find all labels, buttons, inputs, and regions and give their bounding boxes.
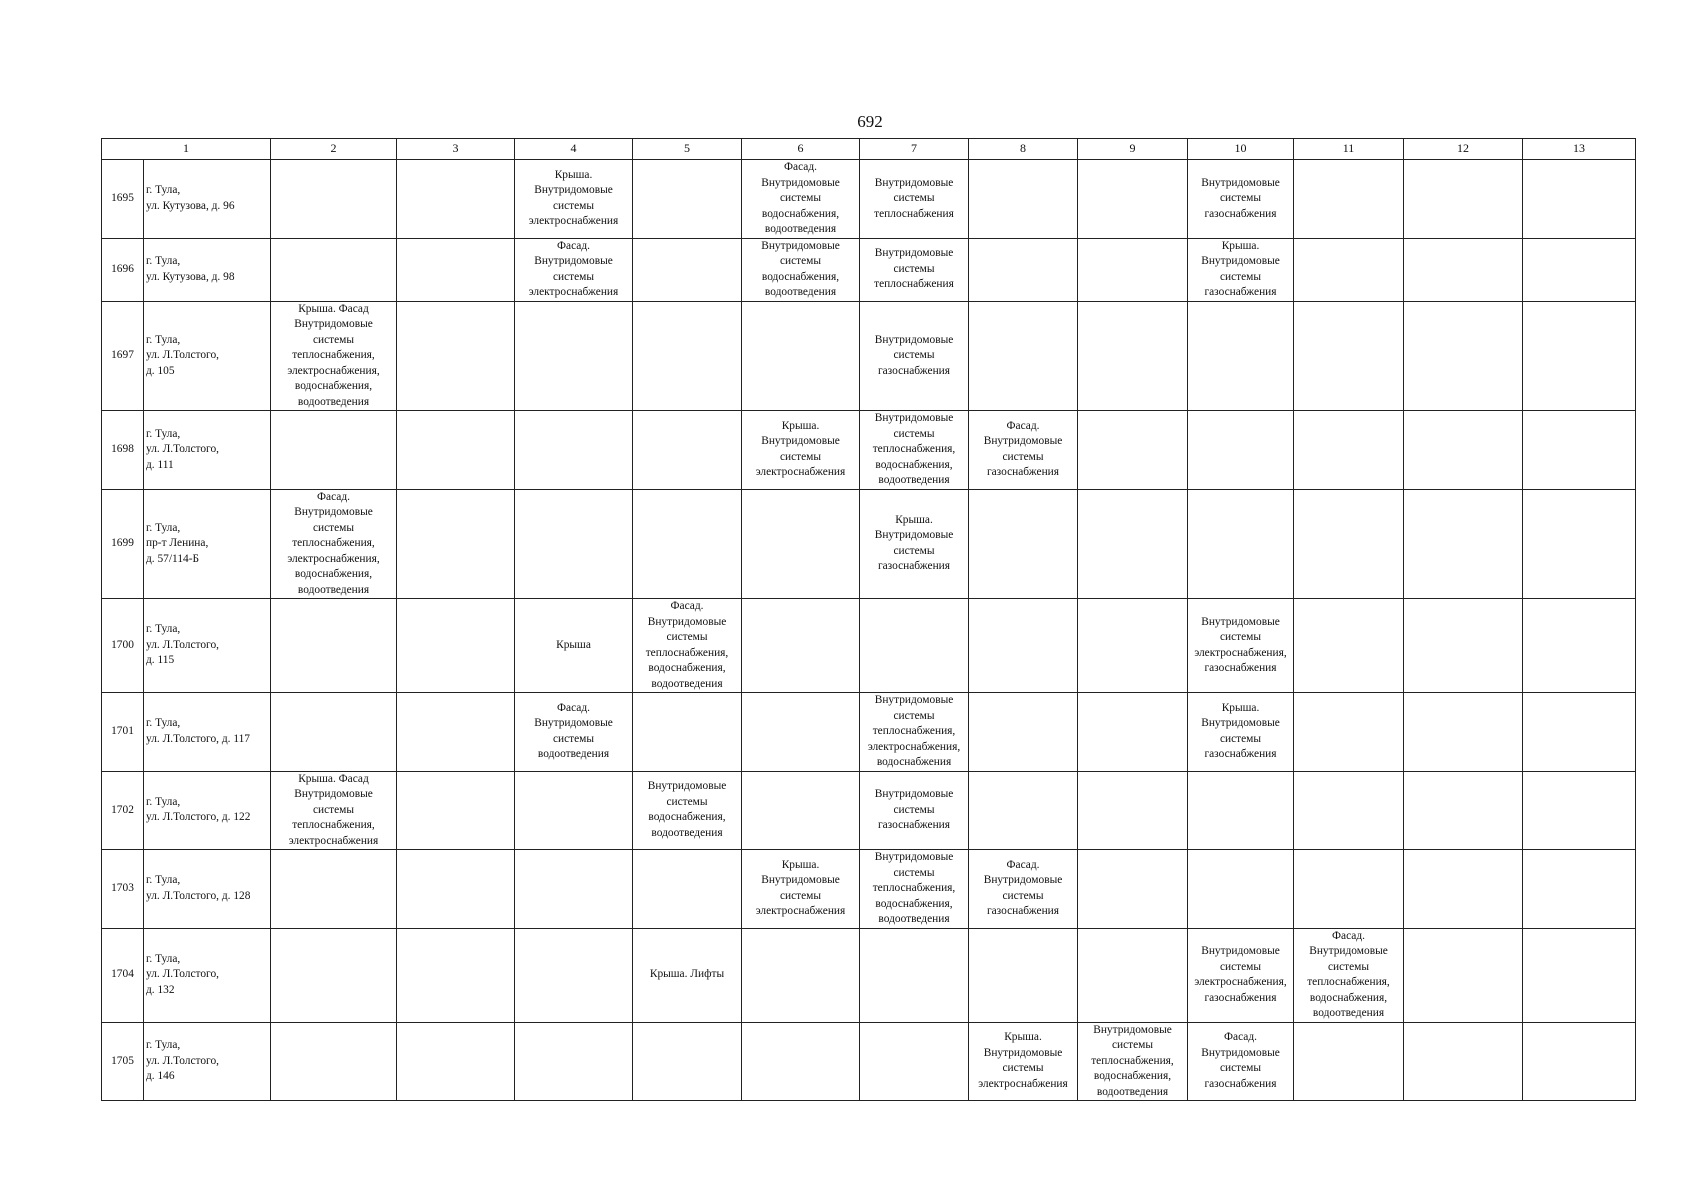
work-text: Фасад. Внутридомовые системы водоотведения xyxy=(534,701,613,761)
work-cell-col-9 xyxy=(1078,238,1188,301)
work-cell-col-6 xyxy=(742,411,860,490)
work-cell-col-5 xyxy=(633,928,742,1022)
work-cell-col-10 xyxy=(1188,599,1294,693)
work-cell-col-4 xyxy=(515,411,633,490)
row-number: 1699 xyxy=(102,489,144,599)
address-text: г. Тула, ул. Кутузова, д. 98 xyxy=(146,255,235,283)
table-row xyxy=(102,850,1636,929)
column-header-1: 1 xyxy=(102,139,271,160)
work-cell-col-7 xyxy=(860,411,969,490)
work-cell-col-8 xyxy=(969,771,1078,850)
work-cell-col-4 xyxy=(515,160,633,239)
table-row xyxy=(102,301,1636,411)
row-number: 1700 xyxy=(102,599,144,693)
work-cell-col-13 xyxy=(1523,160,1636,239)
work-cell-col-13 xyxy=(1523,928,1636,1022)
row-number: 1705 xyxy=(102,1022,144,1101)
work-cell-col-13 xyxy=(1523,693,1636,772)
work-cell-col-12 xyxy=(1404,160,1523,239)
work-text: Крыша. Внутридомовые системы электроснабжения xyxy=(528,168,619,228)
work-text: Крыша. Внутридомовые системы газоснабжения xyxy=(1201,239,1280,298)
work-text: Внутридомовые системы теплоснабжения xyxy=(874,176,954,220)
work-cell-col-7 xyxy=(860,771,969,850)
work-cell-col-11 xyxy=(1294,301,1404,411)
work-text: Фасад. Внутридомовые системы газоснабжения xyxy=(983,858,1063,918)
work-cell-col-9 xyxy=(1078,489,1188,599)
work-cell-col-12 xyxy=(1404,771,1523,850)
work-text: Крыша. Внутридомовые системы электроснабжения xyxy=(755,419,846,479)
work-cell-col-10 xyxy=(1188,1022,1294,1101)
work-cell-col-3 xyxy=(397,850,515,929)
work-cell-col-13 xyxy=(1523,301,1636,411)
work-cell-col-8 xyxy=(969,850,1078,929)
work-cell-col-7 xyxy=(860,928,969,1022)
address-cell xyxy=(144,771,271,850)
work-cell-col-4 xyxy=(515,599,633,693)
address-cell xyxy=(144,411,271,490)
work-text: Фасад. Внутридомовые системы водоснабжения, водоотведения xyxy=(761,161,840,235)
column-header-7: 7 xyxy=(860,139,969,160)
table-row xyxy=(102,928,1636,1022)
work-text: Внутридомовые системы газоснабжения xyxy=(1201,176,1280,220)
work-cell-col-5 xyxy=(633,160,742,239)
work-text: Крыша. Лифты xyxy=(649,968,725,981)
work-cell-col-5 xyxy=(633,599,742,693)
work-text: Фасад. Внутридомовые системы электроснабжения xyxy=(528,239,619,298)
work-cell-col-11 xyxy=(1294,693,1404,772)
work-cell-col-5 xyxy=(633,411,742,490)
address-cell xyxy=(144,301,271,411)
work-cell-col-6 xyxy=(742,1022,860,1101)
row-number: 1703 xyxy=(102,850,144,929)
table-row xyxy=(102,1022,1636,1101)
column-header-8: 8 xyxy=(969,139,1078,160)
work-cell-col-11 xyxy=(1294,771,1404,850)
table-row xyxy=(102,160,1636,239)
work-cell-col-13 xyxy=(1523,238,1636,301)
work-cell-col-8 xyxy=(969,301,1078,411)
work-cell-col-12 xyxy=(1404,489,1523,599)
work-cell-col-8 xyxy=(969,1022,1078,1101)
work-cell-col-13 xyxy=(1523,850,1636,929)
work-cell-col-5 xyxy=(633,850,742,929)
work-cell-col-8 xyxy=(969,160,1078,239)
work-cell-col-11 xyxy=(1294,411,1404,490)
work-cell-col-9 xyxy=(1078,850,1188,929)
work-cell-col-11 xyxy=(1294,489,1404,599)
work-cell-col-9 xyxy=(1078,771,1188,850)
work-cell-col-3 xyxy=(397,411,515,490)
work-cell-col-6 xyxy=(742,160,860,239)
work-cell-col-7 xyxy=(860,850,969,929)
row-number: 1695 xyxy=(102,160,144,239)
row-number: 1702 xyxy=(102,771,144,850)
work-cell-col-13 xyxy=(1523,599,1636,693)
work-text: Внутридомовые системы теплоснабжения, водоснабжения, водоотведения xyxy=(872,851,956,925)
work-text: Фасад. Внутридомовые системы теплоснабжения, водоснабжения, водоотведения xyxy=(645,600,729,690)
work-cell-col-10 xyxy=(1188,411,1294,490)
work-text: Внутридомовые системы теплоснабжения xyxy=(874,247,954,291)
row-number: 1701 xyxy=(102,693,144,772)
table-row xyxy=(102,489,1636,599)
work-text: Крыша. Внутридомовые системы электроснабжения xyxy=(755,858,846,918)
work-cell-col-8 xyxy=(969,238,1078,301)
work-cell-col-9 xyxy=(1078,599,1188,693)
work-cell-col-9 xyxy=(1078,1022,1188,1101)
column-header-10: 10 xyxy=(1188,139,1294,160)
work-cell-col-6 xyxy=(742,599,860,693)
work-cell-col-7 xyxy=(860,599,969,693)
work-text: Крыша. Фасад Внутридомовые системы теплоснабжения, электроснабжения xyxy=(288,772,379,847)
address-text: г. Тула, пр-т Ленина, д. 57/114-Б xyxy=(146,521,209,565)
work-cell-col-10 xyxy=(1188,301,1294,411)
work-text: Фасад. Внутридомовые системы теплоснабжения, электроснабжения, водоснабжения, водоотведения xyxy=(287,490,380,596)
work-cell-col-3 xyxy=(397,771,515,850)
row-number: 1696 xyxy=(102,238,144,301)
work-cell-col-13 xyxy=(1523,1022,1636,1101)
work-cell-col-12 xyxy=(1404,693,1523,772)
column-header-6: 6 xyxy=(742,139,860,160)
column-header-4: 4 xyxy=(515,139,633,160)
column-header-9: 9 xyxy=(1078,139,1188,160)
work-cell-col-13 xyxy=(1523,771,1636,850)
work-cell-col-12 xyxy=(1404,599,1523,693)
work-cell-col-12 xyxy=(1404,301,1523,411)
work-cell-col-11 xyxy=(1294,928,1404,1022)
work-cell-col-4 xyxy=(515,238,633,301)
work-cell-col-8 xyxy=(969,599,1078,693)
column-header-5: 5 xyxy=(633,139,742,160)
work-cell-col-5 xyxy=(633,1022,742,1101)
work-cell-col-3 xyxy=(397,489,515,599)
work-cell-col-6 xyxy=(742,850,860,929)
work-cell-col-8 xyxy=(969,489,1078,599)
work-cell-col-9 xyxy=(1078,693,1188,772)
work-cell-col-13 xyxy=(1523,489,1636,599)
work-text: Крыша. Внутридомовые системы газоснабжения xyxy=(874,513,954,573)
page-number: 692 xyxy=(857,112,883,131)
work-cell-col-10 xyxy=(1188,160,1294,239)
work-text: Внутридомовые системы газоснабжения xyxy=(874,333,954,377)
work-cell-col-5 xyxy=(633,693,742,772)
work-cell-col-4 xyxy=(515,301,633,411)
address-cell xyxy=(144,1022,271,1101)
work-cell-col-2 xyxy=(271,599,397,693)
work-cell-col-9 xyxy=(1078,411,1188,490)
work-cell-col-10 xyxy=(1188,693,1294,772)
work-cell-col-10 xyxy=(1188,771,1294,850)
column-header-12: 12 xyxy=(1404,139,1523,160)
work-text: Внутридомовые системы электроснабжения, газоснабжения xyxy=(1194,945,1287,1004)
work-cell-col-4 xyxy=(515,1022,633,1101)
work-cell-col-4 xyxy=(515,928,633,1022)
table-row xyxy=(102,693,1636,772)
work-text: Внутридомовые системы теплоснабжения, водоснабжения, водоотведения xyxy=(872,412,956,486)
work-cell-col-7 xyxy=(860,160,969,239)
work-text: Фасад. Внутридомовые системы газоснабжения xyxy=(1201,1031,1280,1090)
work-cell-col-6 xyxy=(742,771,860,850)
table-row xyxy=(102,771,1636,850)
work-text: Крыша. Внутридомовые системы электроснабжения xyxy=(978,1031,1068,1090)
work-cell-col-2 xyxy=(271,771,397,850)
work-text: Внутридомовые системы газоснабжения xyxy=(874,788,954,831)
work-cell-col-11 xyxy=(1294,160,1404,239)
work-cell-col-6 xyxy=(742,238,860,301)
table-row xyxy=(102,238,1636,301)
work-text: Крыша. Внутридомовые системы газоснабжения xyxy=(1201,701,1280,761)
work-cell-col-12 xyxy=(1404,1022,1523,1101)
work-cell-col-2 xyxy=(271,928,397,1022)
work-cell-col-11 xyxy=(1294,850,1404,929)
address-text: г. Тула, ул. Л.Толстого, д. 117 xyxy=(146,717,250,745)
work-cell-col-12 xyxy=(1404,850,1523,929)
work-cell-col-4 xyxy=(515,489,633,599)
address-text: г. Тула, ул. Л.Толстого, д. 146 xyxy=(146,1039,219,1082)
row-number: 1704 xyxy=(102,928,144,1022)
work-cell-col-5 xyxy=(633,301,742,411)
work-cell-col-7 xyxy=(860,693,969,772)
work-cell-col-6 xyxy=(742,489,860,599)
work-cell-col-8 xyxy=(969,411,1078,490)
work-cell-col-10 xyxy=(1188,928,1294,1022)
work-text: Фасад. Внутридомовые системы теплоснабжения, водоснабжения, водоотведения xyxy=(1307,929,1390,1019)
work-cell-col-2 xyxy=(271,160,397,239)
work-cell-col-5 xyxy=(633,489,742,599)
work-cell-col-8 xyxy=(969,693,1078,772)
work-cell-col-2 xyxy=(271,693,397,772)
address-cell xyxy=(144,850,271,929)
work-cell-col-4 xyxy=(515,771,633,850)
column-header-3: 3 xyxy=(397,139,515,160)
address-cell xyxy=(144,160,271,239)
work-cell-col-8 xyxy=(969,928,1078,1022)
work-text: Крыша. Фасад Внутридомовые системы теплоснабжения, электроснабжения, водоснабжения, водоотведения xyxy=(287,302,380,408)
work-cell-col-12 xyxy=(1404,928,1523,1022)
work-cell-col-9 xyxy=(1078,301,1188,411)
column-header-2: 2 xyxy=(271,139,397,160)
row-number: 1698 xyxy=(102,411,144,490)
work-cell-col-2 xyxy=(271,1022,397,1101)
work-cell-col-2 xyxy=(271,238,397,301)
work-cell-col-5 xyxy=(633,771,742,850)
work-cell-col-6 xyxy=(742,301,860,411)
column-header-13: 13 xyxy=(1523,139,1636,160)
work-cell-col-2 xyxy=(271,411,397,490)
work-cell-col-9 xyxy=(1078,160,1188,239)
work-cell-col-10 xyxy=(1188,489,1294,599)
work-cell-col-3 xyxy=(397,693,515,772)
work-cell-col-12 xyxy=(1404,238,1523,301)
work-text: Внутридомовые системы теплоснабжения, водоснабжения, водоотведения xyxy=(1091,1023,1174,1098)
address-text: г. Тула, ул. Кутузова, д. 96 xyxy=(146,184,235,212)
column-header-11: 11 xyxy=(1294,139,1404,160)
address-text: г. Тула, ул. Л.Толстого, д. 115 xyxy=(146,623,219,667)
work-cell-col-5 xyxy=(633,238,742,301)
work-cell-col-7 xyxy=(860,238,969,301)
work-cell-col-12 xyxy=(1404,411,1523,490)
work-cell-col-11 xyxy=(1294,599,1404,693)
address-cell xyxy=(144,599,271,693)
work-cell-col-3 xyxy=(397,301,515,411)
address-text: г. Тула, ул. Л.Толстого, д. 122 xyxy=(146,795,251,824)
work-cell-col-10 xyxy=(1188,238,1294,301)
work-cell-col-3 xyxy=(397,1022,515,1101)
work-cell-col-11 xyxy=(1294,238,1404,301)
address-cell xyxy=(144,693,271,772)
work-cell-col-4 xyxy=(515,850,633,929)
address-text: г. Тула, ул. Л.Толстого, д. 128 xyxy=(146,874,251,902)
table-row xyxy=(102,411,1636,490)
work-cell-col-7 xyxy=(860,301,969,411)
header-row xyxy=(102,139,1636,160)
address-cell xyxy=(144,238,271,301)
work-cell-col-3 xyxy=(397,160,515,239)
work-text: Внутридомовые системы водоснабжения, водоотведения xyxy=(647,780,727,839)
work-cell-col-6 xyxy=(742,693,860,772)
work-text: Внутридомовые системы водоснабжения, водоотведения xyxy=(761,239,840,298)
work-cell-col-11 xyxy=(1294,1022,1404,1101)
address-cell xyxy=(144,928,271,1022)
work-cell-col-13 xyxy=(1523,411,1636,490)
address-cell xyxy=(144,489,271,599)
work-cell-col-7 xyxy=(860,489,969,599)
table-row xyxy=(102,599,1636,693)
work-text: Внутридомовые системы электроснабжения, газоснабжения xyxy=(1194,615,1287,674)
work-cell-col-3 xyxy=(397,928,515,1022)
work-text: Фасад. Внутридомовые системы газоснабжения xyxy=(983,419,1063,479)
work-cell-col-4 xyxy=(515,693,633,772)
work-cell-col-2 xyxy=(271,301,397,411)
work-cell-col-10 xyxy=(1188,850,1294,929)
address-text: г. Тула, ул. Л.Толстого, д. 132 xyxy=(146,952,219,996)
work-cell-col-9 xyxy=(1078,928,1188,1022)
address-text: г. Тула, ул. Л.Толстого, д. 111 xyxy=(146,427,219,471)
repair-schedule-table xyxy=(101,138,1636,1101)
row-number: 1697 xyxy=(102,301,144,411)
work-cell-col-6 xyxy=(742,928,860,1022)
work-cell-col-2 xyxy=(271,489,397,599)
work-cell-col-3 xyxy=(397,599,515,693)
address-text: г. Тула, ул. Л.Толстого, д. 105 xyxy=(146,333,219,377)
work-cell-col-7 xyxy=(860,1022,969,1101)
work-cell-col-3 xyxy=(397,238,515,301)
work-cell-col-2 xyxy=(271,850,397,929)
work-text: Внутридомовые системы теплоснабжения, электроснабжения, водоснабжения xyxy=(867,694,961,768)
table-body xyxy=(102,160,1636,1101)
work-text: Крыша xyxy=(556,638,591,651)
